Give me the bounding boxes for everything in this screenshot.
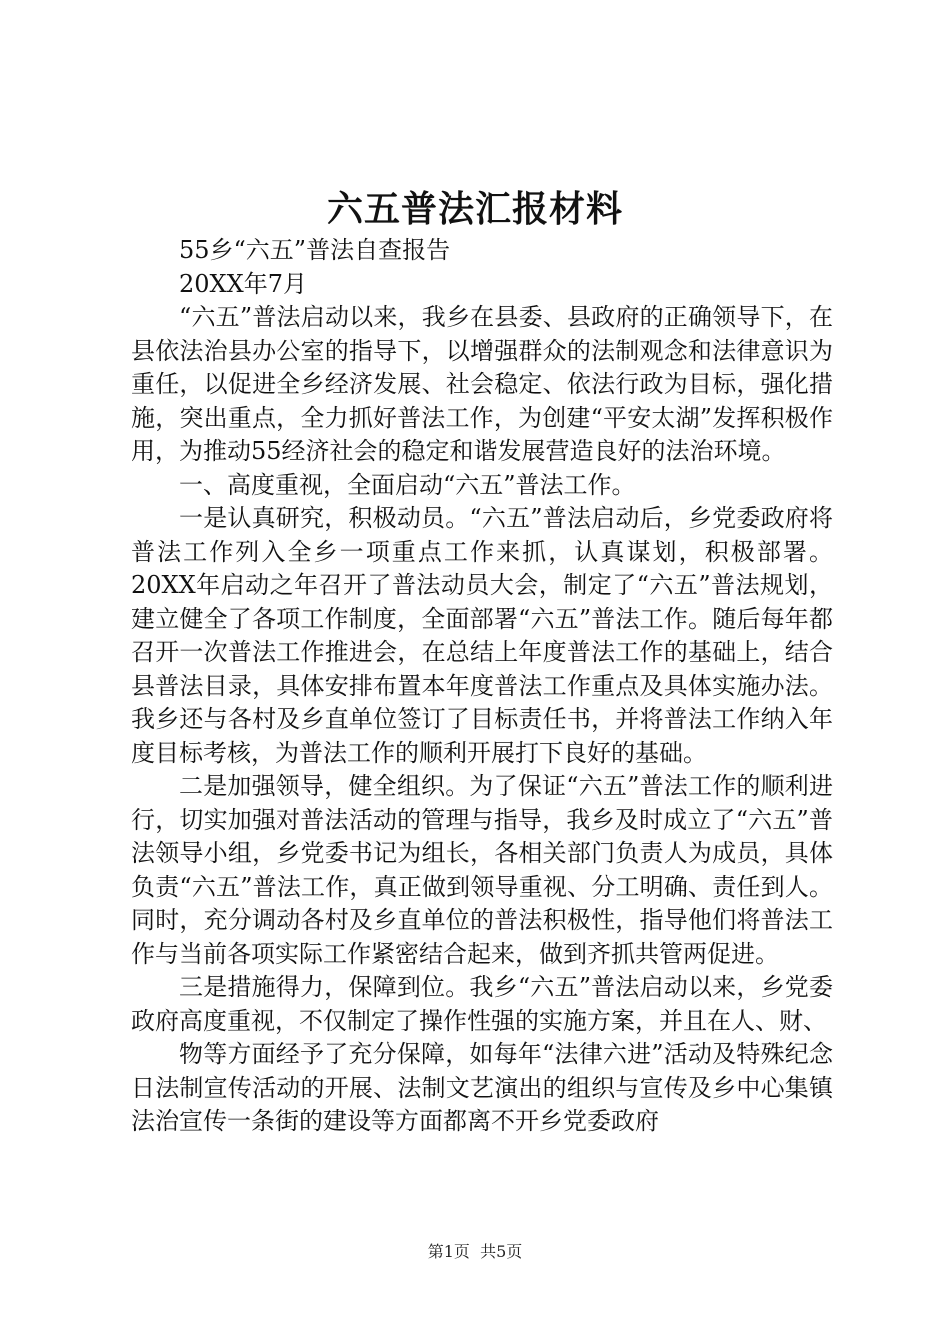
intro-paragraph: “六五”普法启动以来，我乡在县委、县政府的正确领导下，在县依法治县办公室的指导下，以增强群众的法制观念和法律意识为重任，以促进全乡经济发展、社会稳定、依法行政为目标，强化措施，突出重点，全力抓好普法工作，为创建“平安太湖”发挥积极作用，为推动55经济社会的稳定和谐发展营造良好的法治环境。 — [131, 303, 833, 465]
page-footer — [0, 1241, 950, 1263]
report-subtitle: 55乡“六五”普法自查报告 — [179, 236, 451, 264]
body-paragraph: 物等方面经予了充分保障，如每年“法律六进”活动及特殊纪念日法制宣传活动的开展、法制文艺演出的组织与宣传及乡中心集镇法治宣传一条街的建设等方面都离不开乡党委政府 — [131, 1040, 833, 1135]
page-total: 共5页 — [480, 1242, 523, 1261]
section-heading-1: 一、高度重视，全面启动“六五”普法工作。 — [179, 470, 636, 499]
page-number: 第1页 — [427, 1242, 470, 1261]
body-paragraph: 一是认真研究，积极动员。“六五”普法启动后，乡党委政府将普法工作列入全乡一项重点工作来抓，认真谋划，积极部署。20XX年启动之年召开了普法动员大会，制定了“六五”普法规划，建立健全了各项工作制度，全面部署“六五”普法工作。随后每年都召开一次普法工作推进会，在总结上年度普法工作的基础上，结合县普法目录，具体安排布置本年度普法工作重点及具体实施办法。我乡还与各村及乡直单位签订了目标责任书，并将普法工作纳入年度目标考核，为普法工作的顺利开展打下良好的基础。 — [131, 504, 833, 767]
body-paragraph: 三是措施得力，保障到位。我乡“六五”普法启动以来，乡党委政府高度重视，不仅制定了操作性强的实施方案，并且在人、财、 — [131, 973, 833, 1035]
body-paragraph: 二是加强领导，健全组织。为了保证“六五”普法工作的顺利进行，切实加强对普法活动的管理与指导，我乡及时成立了“六五”普法领导小组，乡党委书记为组长，各相关部门负责人为成员，具体负责“六五”普法工作，真正做到领导重视、分工明确、责任到人。同时，充分调动各村及乡直单位的普法积极性，指导他们将普法工作与当前各项实际工作紧密结合起来，做到齐抓共管两促进。 — [131, 772, 833, 968]
document-body — [131, 234, 833, 1139]
document-title: 六五普法汇报材料 — [326, 188, 623, 230]
report-date: 20XX年7月 — [179, 269, 307, 298]
